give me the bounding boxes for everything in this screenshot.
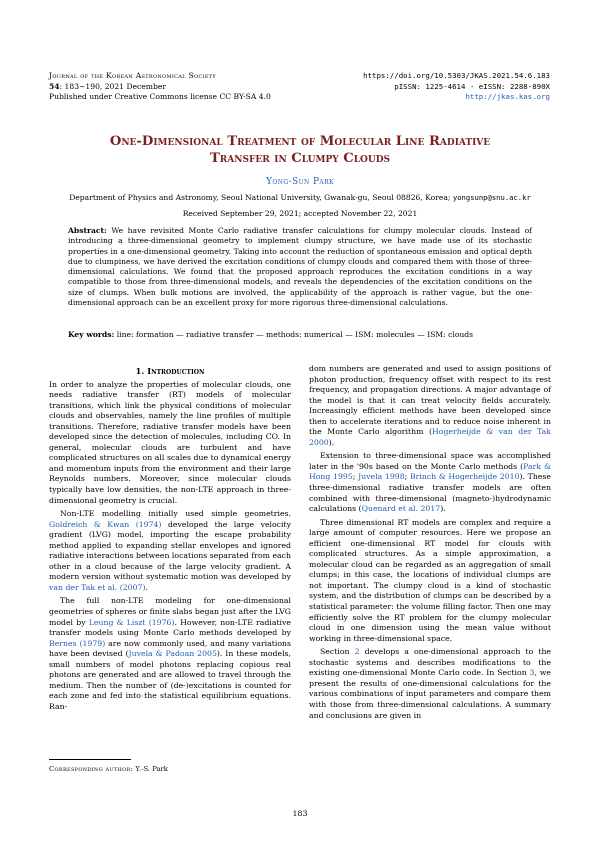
keywords-text: line: formation — radiative transfer — methods: numerical — ISM: molecules — ISM: clouds (116, 330, 474, 339)
intro-paragraph-4 (309, 364, 551, 448)
intro-paragraph-6: Three dimensional RT models are complex and require a large amount of computer resources. Here we propose an efficient one-dimensional RT model for clouds with complicated structures. As a simple approximation, a molecular cloud can be regarded as an aggregation of small clumps; in this case, the locations of individual clumps are not important. The clumpy cloud is a kind of stochastic system, and the distribution of clumps can be described by a statistical parameter: the volume filling factor. Then one may efficiently solve the RT problem for the clumpy molecular cloud in one dimension using the mean value without working in three-dimensional space. (309, 517, 551, 643)
keywords-label: Key words: (68, 330, 115, 339)
intro-paragraph-3 (49, 596, 291, 712)
text-run: ). (440, 504, 446, 514)
section-ref-link[interactable]: 3 (529, 668, 535, 678)
affiliation-text: Department of Physics and Astronomy, Seoul National University, Gwanak-gu, Seoul 08826, Korea; (69, 193, 451, 202)
license-line: Published under Creative Commons license CC BY-SA 4.0 (49, 92, 271, 102)
text-run: . (145, 582, 148, 592)
text-run: Section (320, 647, 350, 657)
title-line-2: Transfer in Clumpy Clouds (209, 151, 391, 166)
text-run: dom numbers are generated and used to assign positions of photon production, frequency offset with respect to its rest frequency, and propagation directions. A major advantage of the model is that it can treat velocity fields accurately. Increasingly efficient methods have been developed since then to accelerate iterations and to reduce noise inherent in the Monte Carlo algorithm ( (309, 364, 551, 437)
abstract-text: We have revisited Monte Carlo radiative transfer calculations for clumpy molecular clouds. Instead of introducing a three-dimensional geometry to implement clumpy structure, we have made use of its stochastic properties in a one-dimensional geometry. Taking into account the reduction of spontaneous emission and optical depth due to clumpiness, we have derived the excitation conditions of clumpy clouds and compared them with those of three-dimensional calculations. We found that the proposed approach reproduces the excitation conditions in a way compatible to those from three-dimensional models, and reveals the dependencies of the excitation conditions on the size of clumps. When bulk motions are involved, the applicability of the approach is rather vague, but the one-dimensional approach can be an excellent proxy for more rigorous three-dimensional calculations. (68, 226, 532, 308)
text-run: are now commonly used, and many variations have been devised ( (49, 638, 291, 659)
citation-link[interactable]: Park & Hong 1995 (309, 461, 551, 482)
footnote-name: Y.-S. Park (135, 765, 168, 773)
abstract-label: Abstract: (68, 226, 107, 235)
intro-paragraph-1: In order to analyze the properties of molecular clouds, one needs radiative transfer (RT) models of molecular transitions, which link the physical conditions of molecular clouds and observables, namely the line profiles of multiple transitions. Therefore, radiative transfer models have been developed since the detection of molecules, including CO. In general, molecular clouds are turbulent and have complicated structures on all scales due to dynamical energy and momentum inputs from the environment and their large Reynolds numbers. Moreover, since molecular clouds typically have low densities, the non-LTE approach in three-dimensional geometry is crucial. (49, 379, 291, 505)
text-run: Non-LTE modelling initially used simple geometries. (60, 509, 291, 519)
abstract (68, 226, 532, 308)
text-run: The full non-LTE modeling for one-dimensional geometries of spheres or finite slabs began just after the LVG model by (49, 596, 291, 627)
journal-name: Journal of the Korean Astronomical Society (49, 71, 217, 80)
citation-link[interactable]: Goldreich & Kwan (1974) (49, 519, 162, 529)
intro-paragraph-2 (49, 509, 291, 593)
volume-line (49, 82, 271, 93)
text-run: , we present the results of one-dimensional calculations for the various combinations of input parameters and compare them with those from three-dimensional calculations. A summary and conclusions are given in (309, 668, 551, 720)
left-column (49, 366, 291, 713)
text-run: . However, non-LTE radiative transfer models using Monte Carlo methods developed by (49, 617, 292, 638)
citation-link[interactable]: Bernes (1979) (49, 638, 106, 648)
intro-paragraph-5 (309, 451, 551, 514)
journal-url-link[interactable]: http://jkas.kas.org (465, 92, 550, 102)
paper-title (40, 133, 560, 167)
citation-link[interactable]: Leung & Liszt (1976) (88, 617, 175, 627)
citation-link[interactable]: Juvela 1998 (358, 472, 405, 482)
section-heading-introduction: 1. Introduction (135, 366, 205, 376)
citation-link[interactable]: van der Tak et al. (2007) (49, 582, 146, 592)
footnote-rule (49, 759, 131, 760)
section-ref-link[interactable]: 2 (354, 647, 360, 657)
text-run: ). (328, 437, 335, 447)
journal-ids (363, 71, 550, 103)
citation-link[interactable]: Hogerheijde & van der Tak 2000 (309, 427, 551, 447)
text-run: ; (404, 472, 410, 482)
right-column (309, 364, 551, 721)
issn-line: pISSN: 1225-4614 · eISSN: 2288-890X (394, 81, 550, 91)
volume-number: 54 (49, 81, 60, 91)
text-run: developed the large velocity gradient (LVG) model, importing the escape probability method applied to expanding stellar envelopes and ignored radiative interactions between locations separated from each other in a cloud because of the large velocity gradient. A modern version without systematic motion was developed by (49, 519, 291, 582)
title-line-1: One-Dimensional Treatment of Molecular Line Radiative (109, 134, 491, 149)
affiliation (30, 193, 570, 203)
text-run: develops a one-dimensional approach to the stochastic systems and describes modifications to the existing one-dimensional Monte Carlo code. In Section (309, 647, 552, 678)
doi-link[interactable]: https://doi.org/10.5303/JKAS.2021.54.6.183 (363, 71, 550, 80)
citation-link[interactable]: Juvela & Padoan 2005 (128, 649, 217, 659)
page-number: 183 (292, 809, 308, 818)
citation-link[interactable]: Quenard et al. 2017 (361, 504, 441, 514)
volume-pages: : 183∼190, 2021 December (59, 81, 166, 91)
text-run: Extension to three-dimensional space was accomplished later in the '90s based on the Monte Carlo methods ( (309, 451, 551, 471)
text-run: ). In these models, small numbers of model photons replacing copious real photons are generated and are allowed to travel through the medium. Then the number of (de-)excitations is counted for each zone and fed into the statistical equilibrium equations. Ran- (49, 649, 292, 711)
text-run: ). These three-dimensional radiative transfer models are often combined with three-dimensional (magneto-)hydrodynamic calculations ( (309, 472, 551, 514)
citation-link[interactable]: Brinch & Hogerheijde 2010 (409, 472, 520, 482)
author-email[interactable]: yongsunp@snu.ac.kr (452, 193, 531, 202)
footnote-label: Corresponding author: (49, 765, 134, 773)
journal-header (49, 71, 271, 103)
intro-paragraph-7 (309, 647, 551, 721)
text-run: ; (352, 472, 359, 482)
keywords (68, 330, 532, 340)
corresponding-author-note (49, 765, 168, 773)
submission-dates: Received September 29, 2021; accepted November 22, 2021 (182, 209, 418, 218)
author-name[interactable]: Yong-Sun Park (266, 177, 334, 187)
